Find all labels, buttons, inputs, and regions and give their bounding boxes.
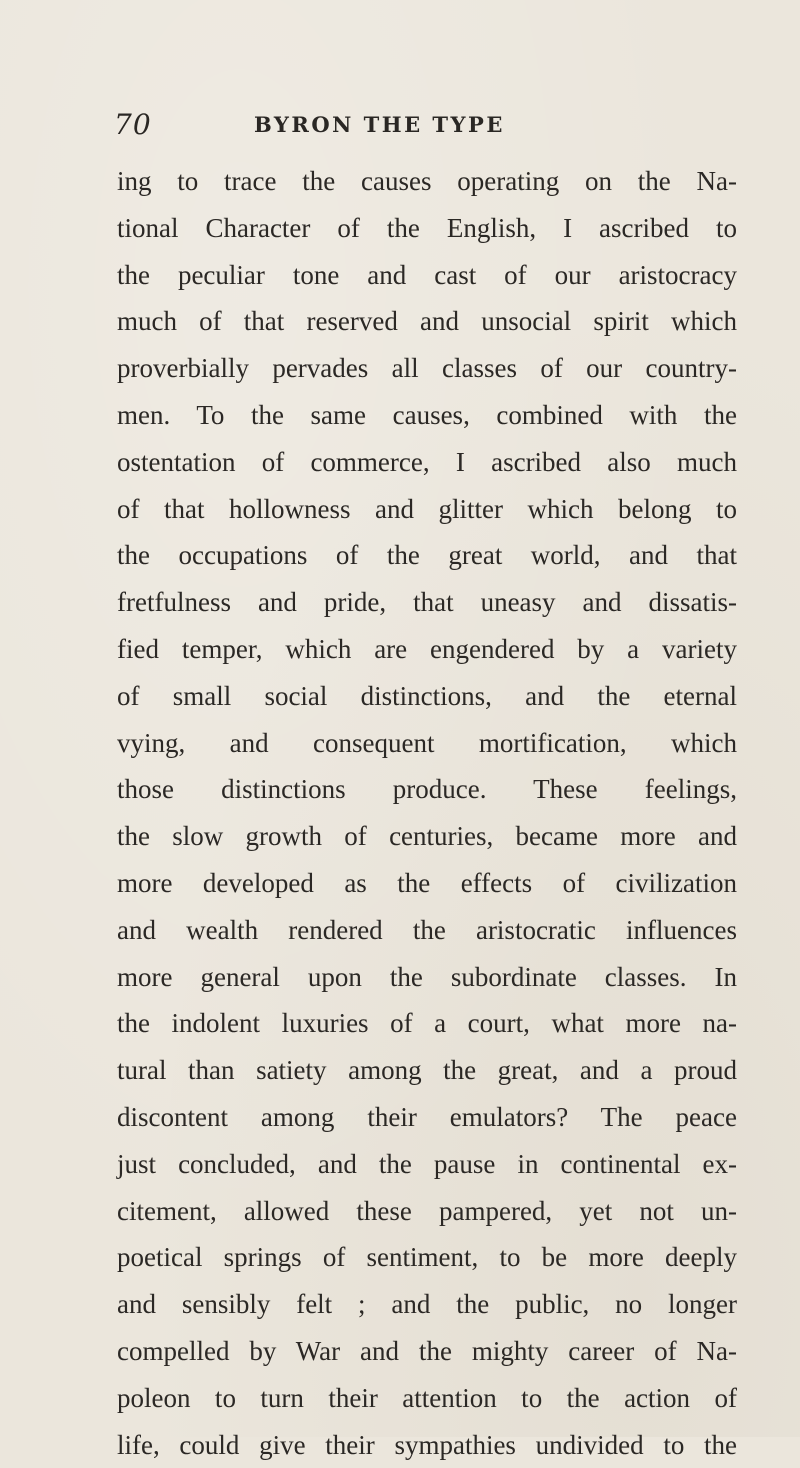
text-line: tural than satiety among the great, and a proud — [117, 1055, 737, 1086]
text-line: of that hollowness and glitter which belong to — [117, 493, 737, 524]
text-line: much of that reserved and unsocial spirit which — [117, 306, 737, 337]
text-line: poleon to turn their attention to the action of — [117, 1382, 737, 1413]
text-line: the occupations of the great world, and that — [117, 540, 737, 571]
text-line: proverbially pervades all classes of our country- — [117, 353, 737, 384]
running-title: BYRON THE TYPE — [254, 112, 505, 137]
text-line: fied temper, which are engendered by a variety — [117, 633, 737, 664]
text-line: poetical springs of sentiment, to be more deeply — [117, 1242, 737, 1273]
text-line: discontent among their emulators? The peace — [117, 1101, 737, 1132]
text-line: ostentation of commerce, I ascribed also much — [117, 446, 737, 477]
text-line: and wealth rendered the aristocratic influences — [117, 914, 737, 945]
text-line: more general upon the subordinate classes. In — [117, 961, 737, 992]
text-line: ing to trace the causes operating on the Na- — [117, 166, 737, 196]
text-line: the indolent luxuries of a court, what more na- — [117, 1008, 737, 1039]
text-line: tional Character of the English, I ascribed to — [117, 212, 737, 243]
text-line: just concluded, and the pause in continental ex- — [117, 1148, 737, 1179]
text-line: vying, and consequent mortification, which — [117, 727, 737, 758]
body-text — [117, 158, 737, 1468]
text-line: the slow growth of centuries, became more and — [117, 821, 737, 852]
text-line: fretfulness and pride, that uneasy and dissatis- — [117, 587, 737, 618]
page-number: 70 — [114, 108, 152, 141]
text-line: those distinctions produce. These feelings, — [117, 774, 737, 805]
text-line: more developed as the effects of civilization — [117, 867, 737, 898]
text-line: citement, allowed these pampered, yet not un- — [117, 1195, 737, 1226]
text-line: and sensibly felt ; and the public, no longer — [117, 1289, 737, 1320]
running-head — [114, 108, 754, 148]
text-line: the peculiar tone and cast of our aristocracy — [117, 259, 737, 290]
text-line: life, could give their sympathies undivided to the — [117, 1429, 737, 1460]
text-line: of small social distinctions, and the eternal — [117, 680, 737, 711]
text-line: men. To the same causes, combined with the — [117, 399, 737, 430]
text-line: compelled by War and the mighty career of Na- — [117, 1335, 737, 1366]
